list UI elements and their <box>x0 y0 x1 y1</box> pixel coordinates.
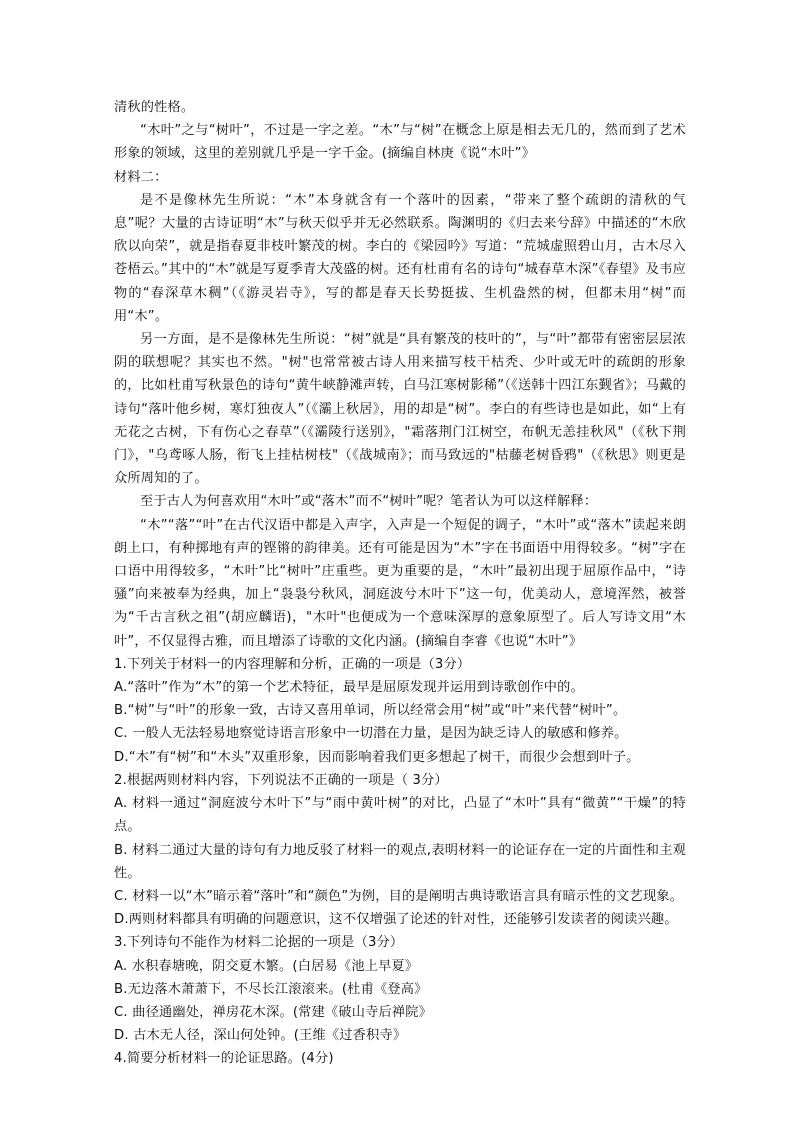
material-one-tail-line: 清秋的性格。 <box>114 100 195 115</box>
question-1-option-c: C. 一般人无法轻易地察觉诗语言形象中一切潜在力量，是因为缺乏诗人的敏感和修养。 <box>114 726 628 742</box>
exam-page <box>114 96 686 1071</box>
question-2-option-c: C. 材料一以“木”暗示着“落叶”和“颜色”为例，目的是阐明古典诗歌语言具有暗示性的文艺现象。 <box>114 888 684 904</box>
material-two-paragraph: 是不是像林先生所说：“木”本身就含有一个落叶的因素，“带来了整个疏朗的清秋的气息”呢？大量的古诗证明“木”与秋天似乎并无必然联系。陶渊明的《归去来兮辞》中描述的“木欣欣以向荣”，就是指春夏非枝叶繁茂的树。李白的《梁园吟》写道：“荒城虚照碧山月，古木尽入苍梧云。”其中的“木”就是写夏季青大茂盛的树。还有杜甫有名的诗句“城春草木深”《春望》及韦应物的“春深草木稠”（《游灵岩寺》，写的都是春天长势挺拔、生机盎然的树，但都未用“树”而用“木”。 <box>114 192 686 324</box>
material-two-heading: 材料二： <box>114 169 168 185</box>
question-3-option-b: B.无边落木萧萧下，不尽长江滚滚来。(杜甫《登高》 <box>114 981 428 997</box>
question-1-option-d: D.“木”有“树”和“木头”双重形象，因而影响着我们更多想起了树干，而很少会想到叶子。 <box>114 749 640 765</box>
question-3-stem: 3.下列诗句不能作为材料二论据的一项是（3分） <box>114 935 404 951</box>
question-1-stem: 1.下列关于材料一的内容理解和分析，正确的一项是（3分） <box>114 656 471 672</box>
question-2-option-d: D.两则材料都具有明确的问题意识，这不仅增强了论述的针对性，还能够引发读者的阅读兴趣。 <box>114 912 678 928</box>
question-2-option-a: A. 材料一通过“洞庭波兮木叶下”与“雨中黄叶树”的对比，凸显了“木叶”具有“微黄”“干燥”的特点。 <box>114 796 686 835</box>
material-two-paragraph: “木”“落”“叶”在古代汉语中都是入声字，入声是一个短促的调子，“木叶”或“落木”读起来朗朗上口，有种掷地有声的铿锵的韵律美。还有可能是因为“木”字在书面语中用得较多。“树”字在口语中用得较多，“木叶”比“树叶”庄重些。更为重要的是，“木叶”最初出现于屈原作品中，“诗骚”向来被奉为经典，加上“袅袅兮秋风，洞庭波兮木叶下”这一句，优美动人，意境浑然，被誉为“千古言秋之祖”(胡应麟语)，"木叶"也便成为一个意味深厚的意象原型了。后人写诗文用“木叶”，不仅显得古雅，而且增添了诗歌的文化内涵。(摘编自李睿《也说“木叶”》 <box>114 517 686 649</box>
question-4-stem: 4.简要分析材料一的论证思路。(4分) <box>114 1051 334 1067</box>
question-3-option-c: C. 曲径通幽处，禅房花木深。(常建《破山寺后禅院》 <box>114 1004 433 1020</box>
question-1-option-a: A.“落叶”作为“木”的第一个艺术特征，最早是屈原发现并运用到诗歌创作中的。 <box>114 680 584 696</box>
question-1-option-b: B.“树”与“叶”的形象一致，古诗又喜用单词，所以经常会用“树”或“叶”来代替“树叶”。 <box>114 703 627 719</box>
question-2-stem: 2.根据两则材料内容，下列说法不正确的一项是（ 3分） <box>114 772 448 788</box>
question-3-option-d: D. 古木无人径，深山何处钟。(王维《过香积寺》 <box>114 1028 407 1044</box>
question-2-option-b: B. 材料二通过大量的诗句有力地反驳了材料一的观点,表明材料一的论证存在一定的片面性和主观性。 <box>114 842 686 881</box>
material-two-paragraph: 至于古人为何喜欢用“木叶”或“落木”而不“树叶”呢？笔者认为可以这样解释： <box>140 494 598 510</box>
material-one-closing-paragraph: “木叶”之与“树叶”，不过是一字之差。“木”与“树”在概念上原是相去无几的，然而到了艺术形象的领域，这里的差别就几乎是一字千金。(摘编自林庚《说“木叶”》 <box>114 123 686 162</box>
question-3-option-a: A. 水积春塘晚，阴交夏木繁。(白居易《池上早夏》 <box>114 958 419 974</box>
material-two-paragraph: 另一方面，是不是像林先生所说：“树”就是“具有繁茂的枝叶的”，与“叶”都带有密密层层浓阴的联想呢？其实也不然。"树"也常常被古诗人用来描写枝干枯秃、少叶或无叶的疏朗的形象的，比如杜甫写秋景色的诗句“黄牛峡静滩声转，白马江寒树影稀”（《送韩十四江东觐省》；马戴的诗句“落叶他乡树，寒灯独夜人”（《灞上秋居》，用的却是“树”。李白的有些诗也是如此，如“上有无花之古树，下有伤心之春草”（《灞陵行送别》，"霜落荆门江树空，布帆无恙挂秋风"（《秋下荆门》，"乌鸢啄人肠，衔飞上挂枯树枝"（《战城南》；而马致远的"枯藤老树昏鸦"（《秋思》则更是众所周知的了。 <box>114 332 686 487</box>
